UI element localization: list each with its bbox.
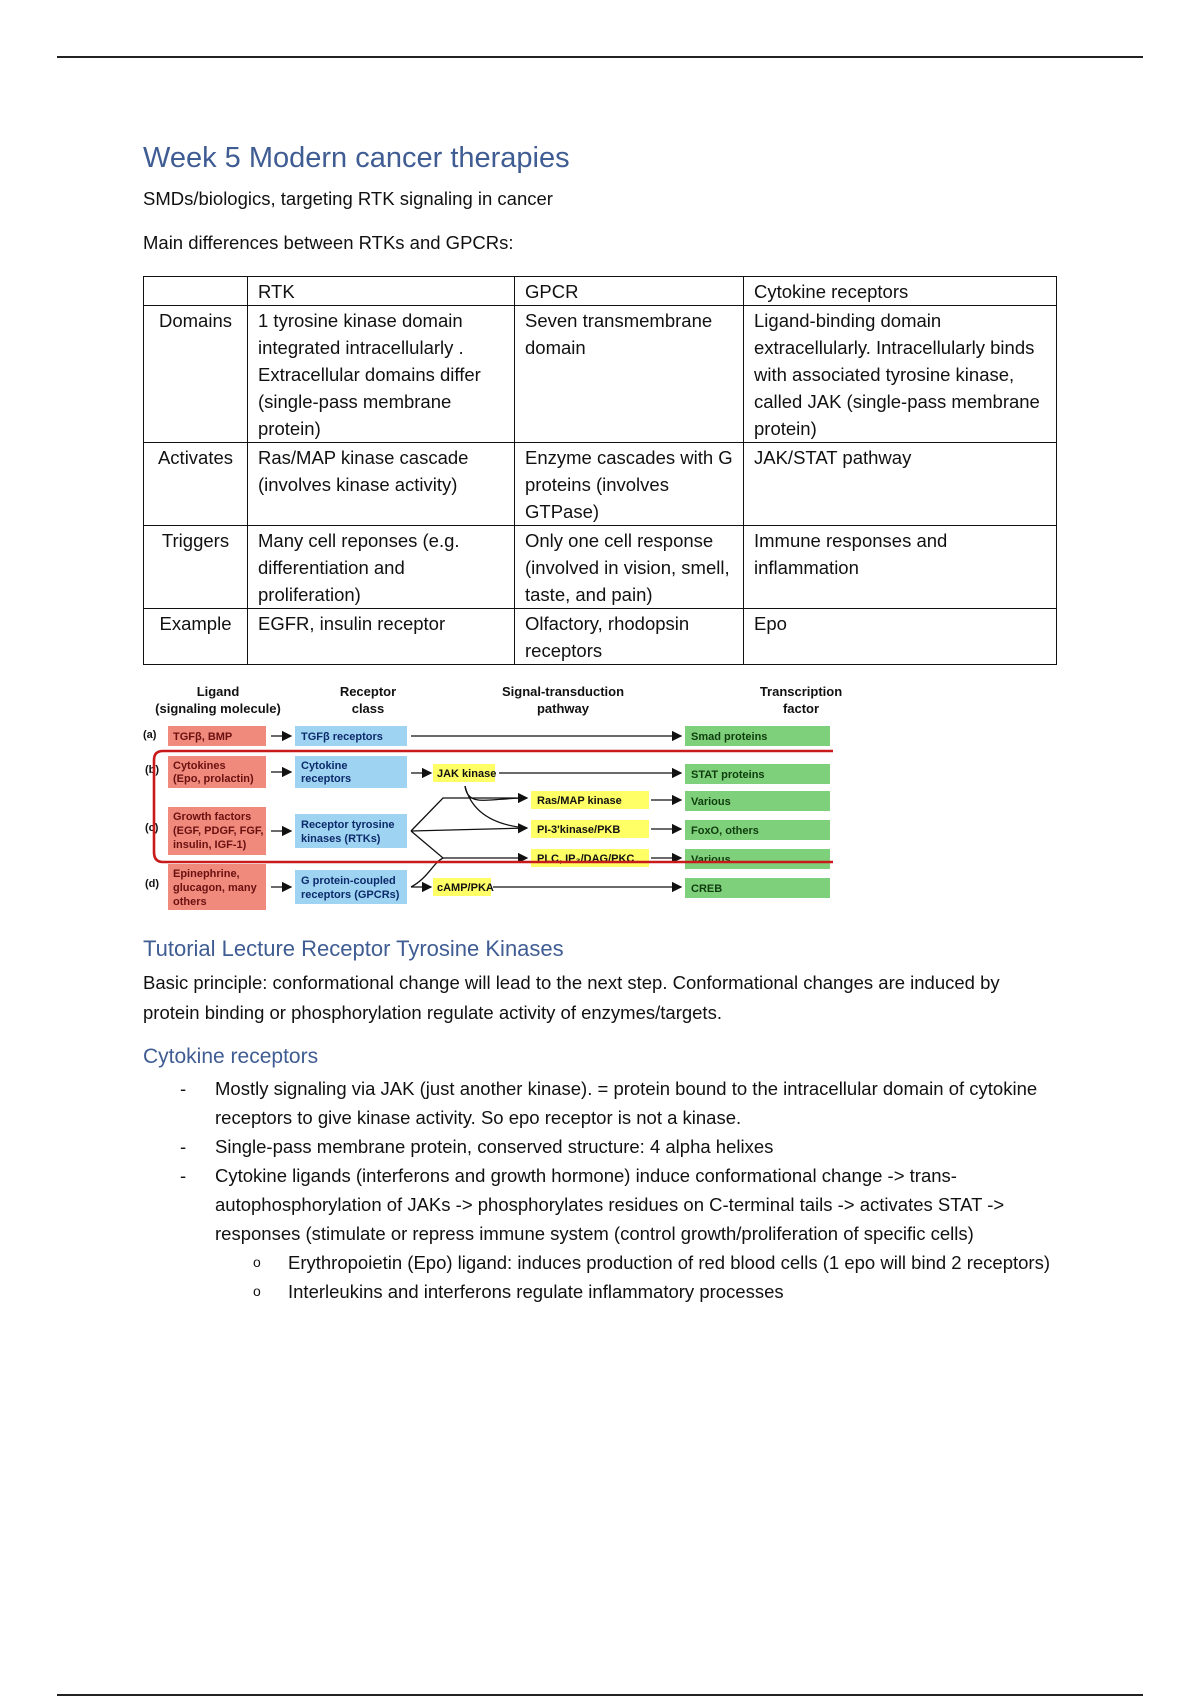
circle-marker: o [253,1254,261,1270]
list-item [143,1161,1073,1306]
table-row [144,526,1057,609]
list-item [143,1074,1073,1132]
row-label-a: (a) [143,729,157,741]
figure-header-receptor: Receptor [339,684,397,699]
pathway-ras: Ras/MAP kinase [537,795,622,807]
table-cell: Immune responses and inflammation [744,526,1057,609]
table-cell: Olfactory, rhodopsin receptors [515,609,744,665]
table-cell: EGFR, insulin receptor [248,609,515,665]
receptor-a: TGFβ receptors [301,731,383,743]
receptor-b2: receptors [301,773,352,785]
table-cell: Enzyme cascades with G proteins (involves GTPase) [515,443,744,526]
sub-list-item [215,1248,1073,1277]
tf-creb: CREB [691,883,723,895]
table-row [144,306,1057,443]
table-cell: Ligand-binding domain extracellularly. Intracellularly binds with associated tyrosine kinase, called JAK (single-pass membrane protein) [744,306,1057,443]
page-subtitle: SMDs/biologics, targeting RTK signaling in cancer [143,188,553,209]
pathway-camp: cAMP/PKA [437,882,494,894]
ligand-a: TGFβ, BMP [173,731,233,743]
table-cell: JAK/STAT pathway [744,443,1057,526]
top-rule [57,56,1143,58]
receptor-c1: Receptor tyrosine [301,819,395,831]
table-cell: Only one cell response (involved in vision, smell, taste, and pain) [515,526,744,609]
tf-foxo: FoxO, others [691,825,759,837]
pathway-pi3: PI-3'kinase/PKB [537,824,621,836]
figure-header-tf-sub: factor [782,701,820,716]
row-label-c: (c) [145,822,159,834]
ligand-c2: (EGF, PDGF, FGF, [173,825,264,837]
tf-smad: Smad proteins [691,731,768,743]
sub-bullet-text: Erythropoietin (Epo) ligand: induces production of red blood cells (1 epo will bind 2 receptors) [288,1252,1051,1273]
list-item [143,1132,1073,1161]
table-row-header: Triggers [144,526,248,609]
bullet-text: Mostly signaling via JAK (just another kinase). = protein bound to the intracellular domain of cytokine receptors to give kinase activity. So epo receptor is not a kinase. [215,1078,1038,1128]
table-header-cell: GPCR [515,277,744,306]
page-title: Week 5 Modern cancer therapies [143,142,570,174]
signaling-pathway-figure [143,678,878,918]
sub-bullet-text: Interleukins and interferons regulate inflammatory processes [288,1281,784,1302]
section1-text: Basic principle: conformational change will lead to the next step. Conformational changes are induced by protein binding or phosphorylation regulate activity of enzymes/targets. [143,972,1000,1023]
circle-marker: o [253,1283,261,1299]
tf-various2: Various [691,854,731,866]
tf-various1: Various [691,796,731,808]
receptor-b1: Cytokine [301,760,348,772]
table-row [144,443,1057,526]
receptor-d1: G protein-coupled [301,875,396,887]
sub-list-item [215,1277,1073,1306]
receptor-d2: receptors (GPCRs) [301,889,400,901]
table-cell: 1 tyrosine kinase domain integrated intracellularly . Extracellular domains differ (single-pass membrane protein) [248,306,515,443]
dash-marker: - [180,1165,187,1186]
figure-header-ligand-sub: (signaling molecule) [155,701,281,716]
ligand-d1: Epinephrine, [173,868,240,880]
table-cell: Many cell reponses (e.g. differentiation and proliferation) [248,526,515,609]
figure-header-pathway-sub: pathway [536,701,590,716]
table-cell: Epo [744,609,1057,665]
table-row-header: Domains [144,306,248,443]
sub-bullet-list [215,1248,1073,1306]
table-intro: Main differences between RTKs and GPCRs: [143,232,514,253]
table-row-header: Activates [144,443,248,526]
figure-header-receptor-sub: class [351,701,385,716]
table-cell: Seven transmembrane domain [515,306,744,443]
bottom-rule [57,1694,1143,1696]
receptor-c2: kinases (RTKs) [301,833,381,845]
ligand-d3: others [173,896,207,908]
pathway-plc: PLC, IP₃/DAG/PKC [537,853,635,865]
bullet-text: Single-pass membrane protein, conserved structure: 4 alpha helixes [215,1136,774,1157]
section2-heading: Cytokine receptors [143,1045,319,1068]
comparison-table [143,276,1057,665]
table-header-cell: RTK [248,277,515,306]
figure-header-ligand: Ligand [196,684,240,699]
row-label-b: (b) [145,764,160,776]
figure-header-pathway: Signal-transduction [501,684,625,699]
dash-marker: - [180,1136,187,1157]
table-header-cell: Cytokine receptors [744,277,1057,306]
section1-heading: Tutorial Lecture Receptor Tyrosine Kinases [143,936,564,961]
ligand-b2: (Epo, prolactin) [173,773,254,785]
ligand-c1: Growth factors [173,811,252,823]
row-label-d: (d) [145,878,160,890]
table-row-header: Example [144,609,248,665]
table-header-cell [144,277,248,306]
table-cell: Ras/MAP kinase cascade (involves kinase activity) [248,443,515,526]
ligand-c3: insulin, IGF-1) [173,839,247,851]
dash-marker: - [180,1078,187,1099]
figure-header-tf: Transcription [759,684,843,699]
ligand-d2: glucagon, many [173,882,257,894]
table-row [144,609,1057,665]
ligand-b1: Cytokines [173,760,226,772]
bullet-text: Cytokine ligands (interferons and growth hormone) induce conformational change -> trans-autophosphorylation of JAKs -> phosphorylates residues on C-terminal tails -> activates STAT -> responses (stimulate or repress immune system (control growth/proliferation of specific cells) [215,1165,1005,1244]
pathway-jak: JAK kinase [437,768,497,780]
cytokine-bullet-list [143,1074,1073,1306]
table-header-row [144,277,1057,306]
tf-stat: STAT proteins [691,769,765,781]
